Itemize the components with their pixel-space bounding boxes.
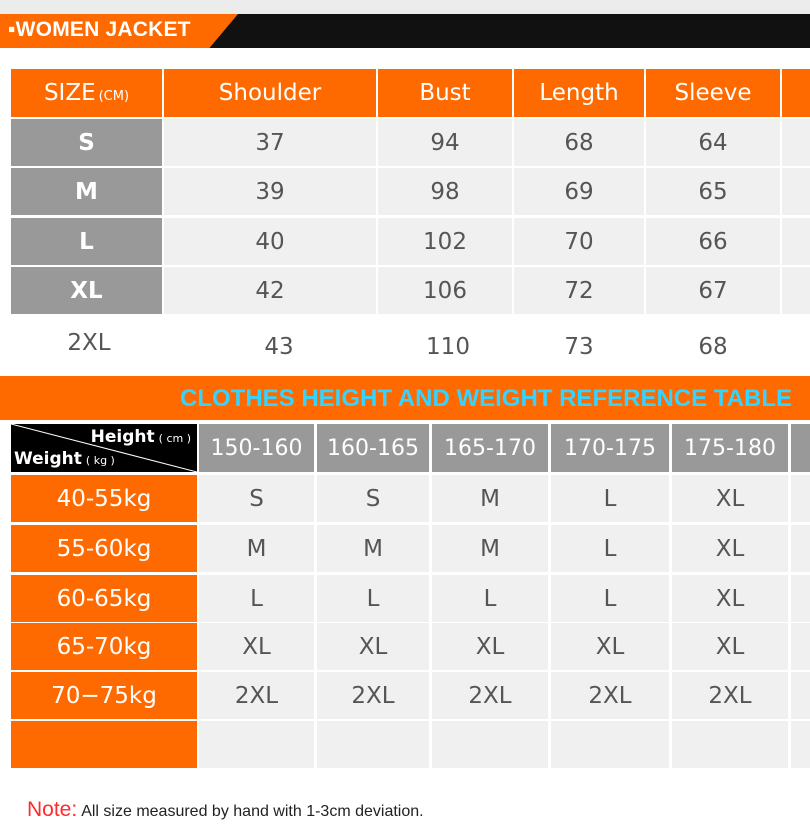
size-cell: 69 [514,168,644,215]
size-cell: 98 [378,168,512,215]
column-header-sleeve: Sleeve [646,69,780,117]
reference-cell: M [317,525,429,572]
size-cell: 70 [514,218,644,265]
reference-cell: L [432,575,548,622]
note [27,798,424,822]
height-column-header: 150-160 [199,424,314,472]
reference-cell: S [199,475,314,522]
size-cell: 67 [646,267,780,314]
size-unit-text: (CM) [98,88,130,104]
size-row-label: L [11,218,162,265]
corner-weight-unit: ( kg ) [85,454,115,467]
height-column-header: 160-165 [317,424,429,472]
reference-cell-extra [791,623,810,670]
height-column-header: 170-175 [551,424,669,472]
reference-cell: XL [432,623,548,670]
size-row-label: M [11,168,162,215]
weight-row-label: 65-70kg [11,623,197,670]
corner-height-unit: ( cm ) [158,432,191,445]
reference-cell: L [551,525,669,572]
reference-cell: M [432,525,548,572]
size-cell: 106 [378,267,512,314]
size-cell: 65 [646,168,780,215]
size-row-label: S [11,119,162,166]
column-header-length: Length [514,69,644,117]
reference-cell: 2XL [551,672,669,719]
reference-cell: XL [551,623,669,670]
size-cell-extra [782,267,810,314]
reference-cell: 2XL [672,672,788,719]
reference-cell: 2XL [317,672,429,719]
corner-height-label: Height ( cm ) [90,427,191,447]
reference-cell: XL [317,623,429,670]
height-column-header: 175-180 [672,424,788,472]
weight-row-label: 60-65kg [11,575,197,622]
reference-cell: M [432,475,548,522]
weight-row-label: 70−75kg [11,672,197,719]
reference-cell [672,721,788,768]
reference-cell-extra [791,721,810,768]
size-cell: 39 [164,168,376,215]
reference-cell: XL [672,475,788,522]
corner-weight-label: Weight ( kg ) [14,449,115,469]
size-cell: 66 [646,218,780,265]
page-title: ▪WOMEN JACKET [8,18,191,41]
column-header-bust: Bust [378,69,512,117]
weight-row-label: 40-55kg [11,475,197,522]
reference-banner [0,376,810,420]
height-column-header-extra [791,424,810,472]
reference-cell-extra [791,525,810,572]
reference-cell: M [199,525,314,572]
reference-cell: XL [672,525,788,572]
size-cell-extra [782,119,810,166]
reference-cell-extra [791,575,810,622]
reference-cell: 2XL [199,672,314,719]
size-row-label: XL [11,267,162,314]
top-banner [0,0,810,48]
reference-cell: XL [672,623,788,670]
size-cell-extra [782,168,810,215]
reference-cell-extra [791,475,810,522]
table-corner-header [11,424,197,472]
size-cell: 40 [164,218,376,265]
reference-cell [551,721,669,768]
size-cell: 42 [164,267,376,314]
note-text: All size measured by hand with 1-3cm deviation. [81,803,424,820]
size-cell: 110 [383,323,513,371]
size-row-label: 2XL [30,319,148,367]
size-cell: 68 [514,119,644,166]
reference-cell [432,721,548,768]
size-cell: 68 [646,323,780,371]
weight-row-label [11,721,197,768]
reference-cell [199,721,314,768]
reference-cell: 2XL [432,672,548,719]
column-header-shoulder: Shoulder [164,69,376,117]
size-cell: 43 [214,323,344,371]
reference-cell: L [551,475,669,522]
weight-row-label: 55-60kg [11,525,197,572]
reference-cell: XL [672,575,788,622]
size-cell: 72 [514,267,644,314]
size-column-header [11,69,162,117]
size-cell: 94 [378,119,512,166]
reference-cell: L [317,575,429,622]
reference-cell [317,721,429,768]
size-cell: 73 [514,323,644,371]
column-header-extra [782,69,810,117]
height-column-header: 165-170 [432,424,548,472]
reference-cell: L [199,575,314,622]
size-cell-extra [782,218,810,265]
reference-cell: L [551,575,669,622]
size-cell: 102 [378,218,512,265]
size-cell: 37 [164,119,376,166]
size-label-text: SIZE [43,80,96,106]
reference-cell-extra [791,672,810,719]
reference-cell: S [317,475,429,522]
reference-title: CLOTHES HEIGHT AND WEIGHT REFERENCE TABLE [180,385,792,412]
note-label: Note: [27,798,78,821]
reference-cell: XL [199,623,314,670]
size-cell: 64 [646,119,780,166]
